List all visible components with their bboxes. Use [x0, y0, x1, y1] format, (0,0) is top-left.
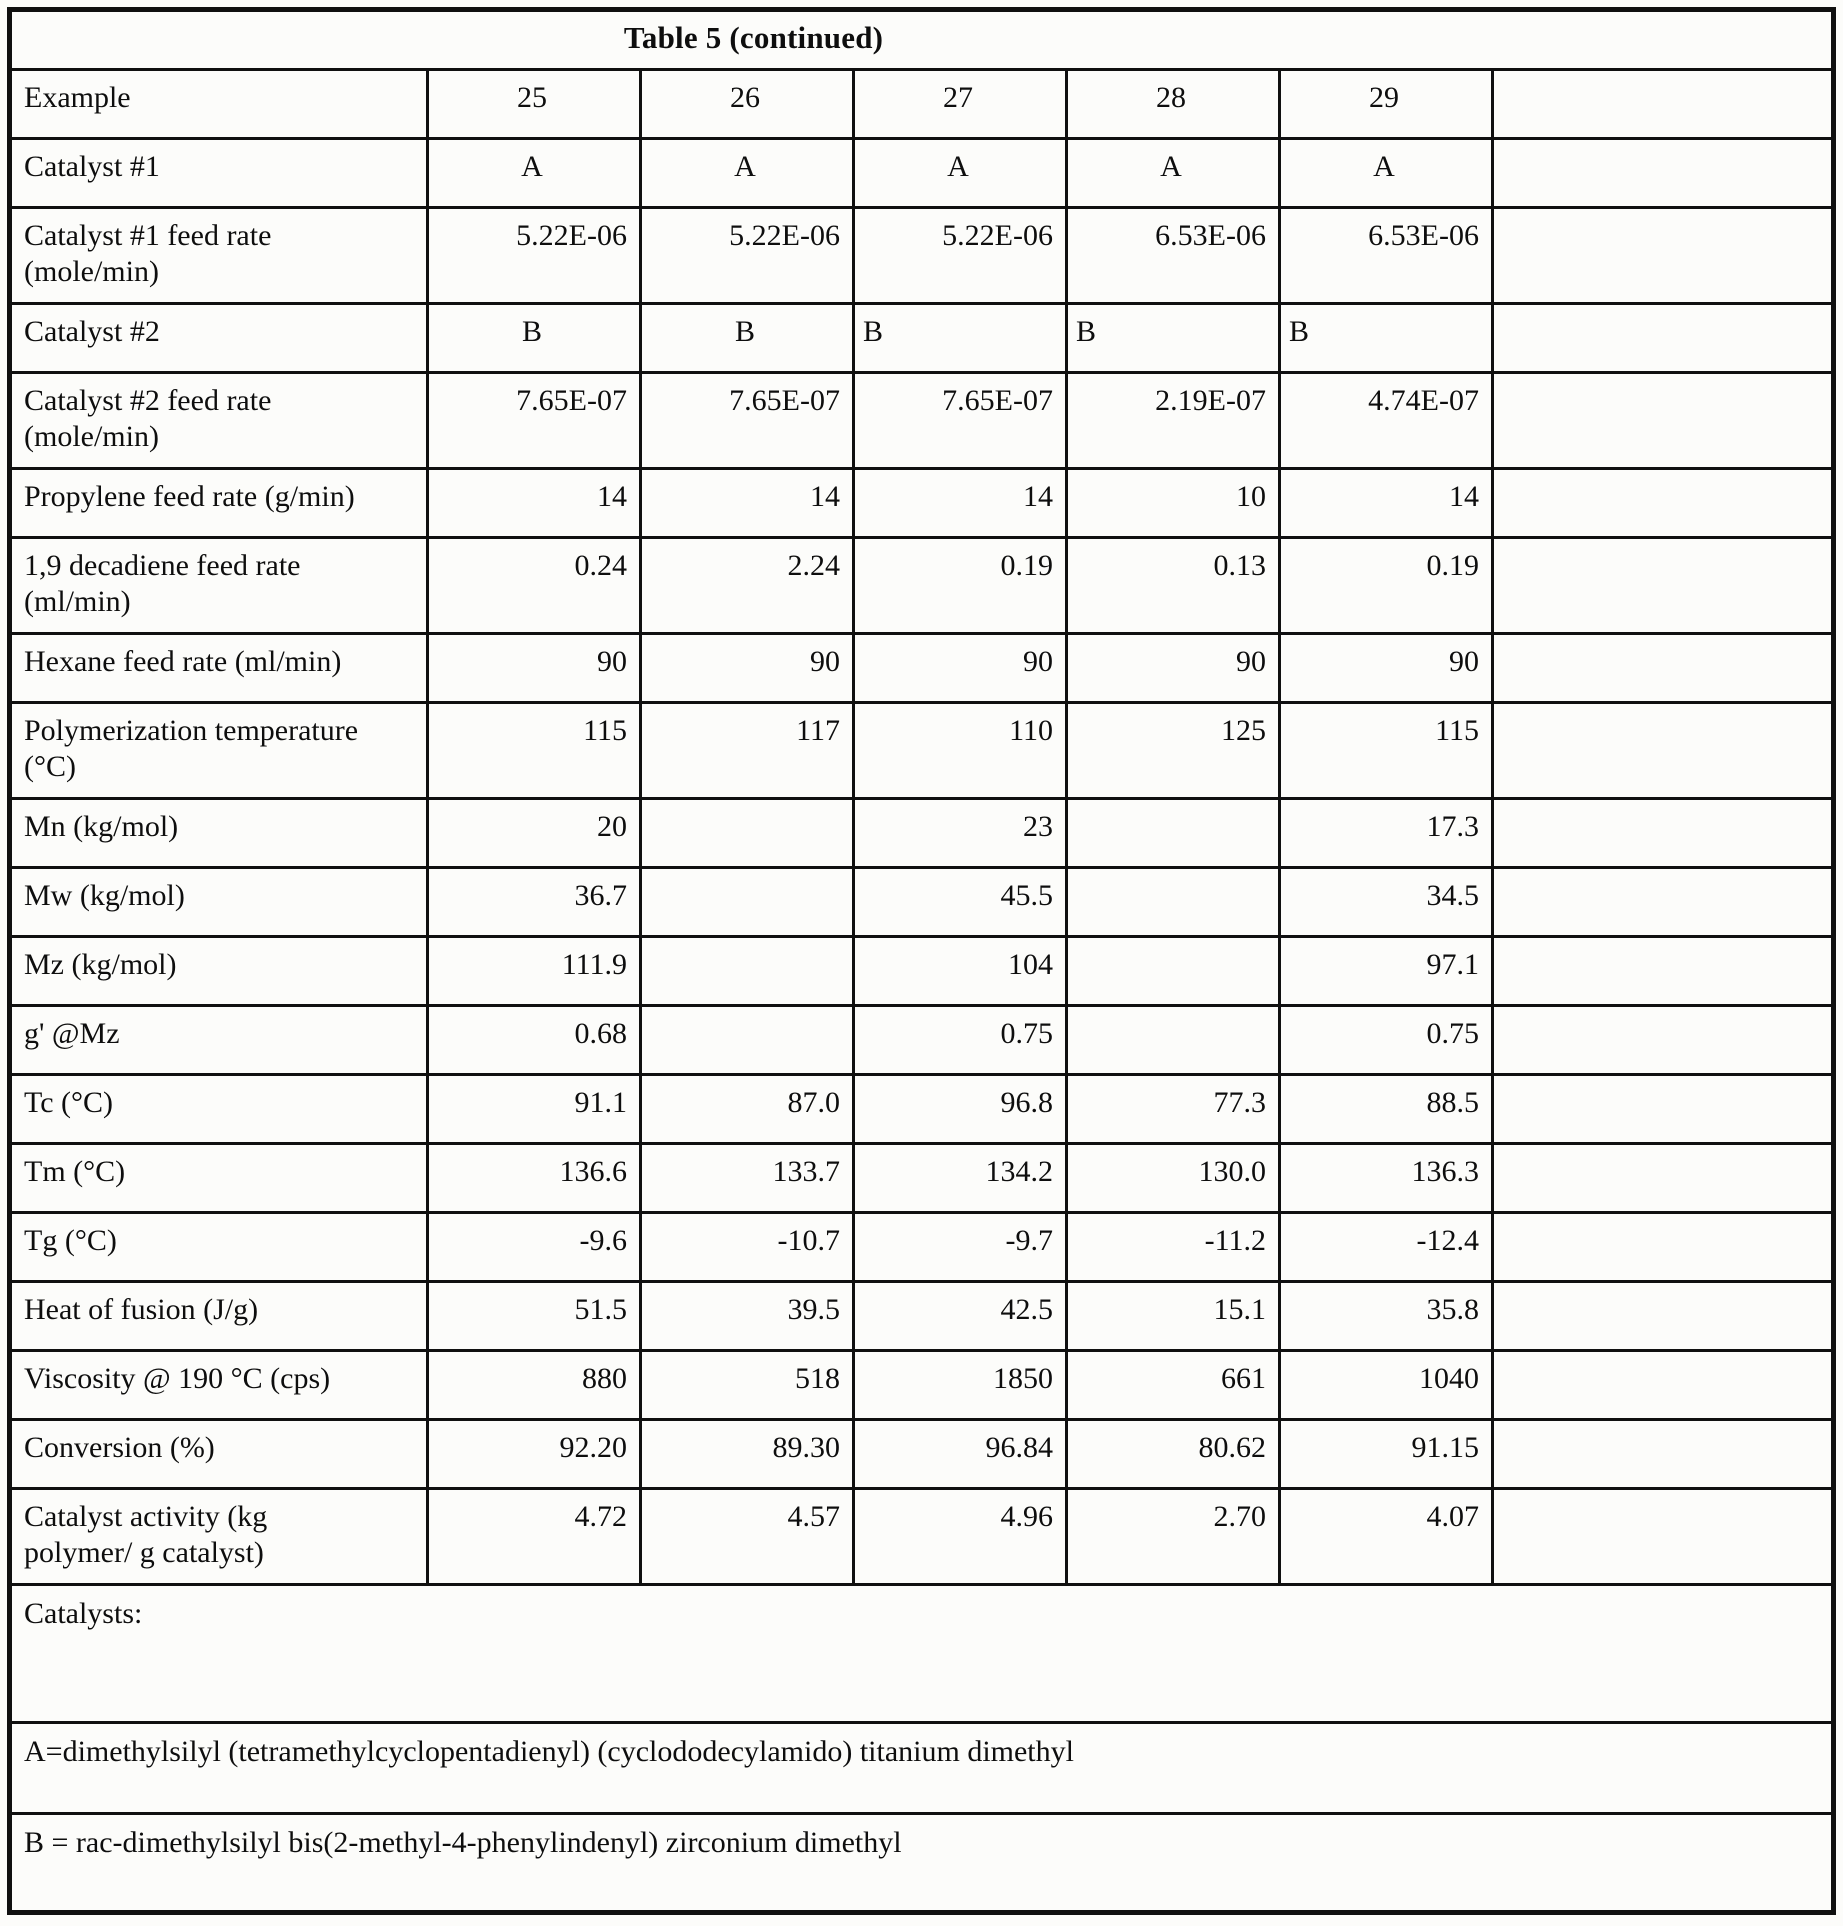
- row-label: Propylene feed rate (g/min): [10, 469, 428, 538]
- value-cell: 91.15: [1280, 1420, 1493, 1489]
- row-label: Mw (kg/mol): [10, 868, 428, 937]
- value-cell: 14: [854, 469, 1067, 538]
- value-cell: 10: [1067, 469, 1280, 538]
- table-row: [10, 1144, 1834, 1213]
- value-cell: 39.5: [641, 1282, 854, 1351]
- row-label: Catalyst #2: [10, 304, 428, 373]
- value-cell: 110: [854, 703, 1067, 799]
- table-row: [10, 373, 1834, 469]
- value-cell: 117: [641, 703, 854, 799]
- spacer-cell: [1493, 1420, 1834, 1489]
- value-cell: 96.84: [854, 1420, 1067, 1489]
- table-row: [10, 1489, 1834, 1585]
- value-cell: 89.30: [641, 1420, 854, 1489]
- value-cell: 0.75: [854, 1006, 1067, 1075]
- table-row: [10, 538, 1834, 634]
- value-cell: [1067, 799, 1280, 868]
- row-label: Polymerization temperature (°C): [10, 703, 428, 799]
- table-row: [10, 139, 1834, 208]
- value-cell: 97.1: [1280, 937, 1493, 1006]
- value-cell: [1067, 868, 1280, 937]
- table-row: [10, 937, 1834, 1006]
- spacer-cell: [1493, 1006, 1834, 1075]
- value-cell: 23: [854, 799, 1067, 868]
- value-cell: 27: [854, 70, 1067, 139]
- table-row: [10, 70, 1834, 139]
- spacer-cell: [1493, 208, 1834, 304]
- value-cell: [641, 937, 854, 1006]
- value-cell: B: [1280, 304, 1493, 373]
- title-row: [10, 10, 1834, 70]
- value-cell: B: [1067, 304, 1280, 373]
- value-cell: 25: [428, 70, 641, 139]
- row-label: Tc (°C): [10, 1075, 428, 1144]
- value-cell: [641, 1006, 854, 1075]
- value-cell: -12.4: [1280, 1213, 1493, 1282]
- value-cell: -10.7: [641, 1213, 854, 1282]
- value-cell: 4.07: [1280, 1489, 1493, 1585]
- value-cell: -9.7: [854, 1213, 1067, 1282]
- value-cell: 4.72: [428, 1489, 641, 1585]
- row-label: Hexane feed rate (ml/min): [10, 634, 428, 703]
- value-cell: 880: [428, 1351, 641, 1420]
- value-cell: 5.22E-06: [428, 208, 641, 304]
- value-cell: 115: [1280, 703, 1493, 799]
- value-cell: 134.2: [854, 1144, 1067, 1213]
- value-cell: B: [641, 304, 854, 373]
- value-cell: B: [428, 304, 641, 373]
- table-row: [10, 799, 1834, 868]
- catalyst-b-definition: B = rac-dimethylsilyl bis(2-methyl-4-phenylindenyl) zirconium dimethyl: [10, 1813, 1834, 1912]
- table-notes-section: [10, 1585, 1834, 1913]
- value-cell: 0.13: [1067, 538, 1280, 634]
- spacer-cell: [1493, 373, 1834, 469]
- row-label: Mn (kg/mol): [10, 799, 428, 868]
- value-cell: [641, 868, 854, 937]
- value-cell: 6.53E-06: [1280, 208, 1493, 304]
- table-row: [10, 1075, 1834, 1144]
- value-cell: 14: [428, 469, 641, 538]
- value-cell: 5.22E-06: [854, 208, 1067, 304]
- value-cell: 4.96: [854, 1489, 1067, 1585]
- value-cell: 90: [428, 634, 641, 703]
- value-cell: 0.24: [428, 538, 641, 634]
- value-cell: 90: [641, 634, 854, 703]
- value-cell: 17.3: [1280, 799, 1493, 868]
- value-cell: 4.57: [641, 1489, 854, 1585]
- value-cell: 2.24: [641, 538, 854, 634]
- value-cell: 1040: [1280, 1351, 1493, 1420]
- value-cell: 0.75: [1280, 1006, 1493, 1075]
- table-header-section: [10, 10, 1834, 70]
- table-title: Table 5 (continued): [623, 20, 884, 55]
- value-cell: 87.0: [641, 1075, 854, 1144]
- value-cell: A: [854, 139, 1067, 208]
- row-label: Catalyst #1 feed rate (mole/min): [10, 208, 428, 304]
- table-body-section: [10, 70, 1834, 1585]
- value-cell: 45.5: [854, 868, 1067, 937]
- row-label: Catalyst activity (kg polymer/ g catalyst): [10, 1489, 428, 1585]
- value-cell: 0.68: [428, 1006, 641, 1075]
- value-cell: 518: [641, 1351, 854, 1420]
- value-cell: 80.62: [1067, 1420, 1280, 1489]
- value-cell: 0.19: [854, 538, 1067, 634]
- value-cell: A: [1280, 139, 1493, 208]
- value-cell: [1067, 1006, 1280, 1075]
- value-cell: 125: [1067, 703, 1280, 799]
- row-label: Mz (kg/mol): [10, 937, 428, 1006]
- spacer-cell: [1493, 139, 1834, 208]
- row-label: Example: [10, 70, 428, 139]
- value-cell: 34.5: [1280, 868, 1493, 937]
- row-label: g' @Mz: [10, 1006, 428, 1075]
- value-cell: -9.6: [428, 1213, 641, 1282]
- spacer-cell: [1493, 703, 1834, 799]
- value-cell: 1850: [854, 1351, 1067, 1420]
- value-cell: 661: [1067, 1351, 1280, 1420]
- value-cell: 0.19: [1280, 538, 1493, 634]
- row-label: Catalyst #2 feed rate (mole/min): [10, 373, 428, 469]
- title-cell: [10, 10, 1834, 70]
- value-cell: 90: [854, 634, 1067, 703]
- value-cell: A: [428, 139, 641, 208]
- value-cell: 2.19E-07: [1067, 373, 1280, 469]
- table-row: [10, 703, 1834, 799]
- value-cell: 4.74E-07: [1280, 373, 1493, 469]
- value-cell: 36.7: [428, 868, 641, 937]
- notes-heading-row: [10, 1585, 1834, 1723]
- value-cell: 111.9: [428, 937, 641, 1006]
- row-label: Tm (°C): [10, 1144, 428, 1213]
- value-cell: -11.2: [1067, 1213, 1280, 1282]
- row-label: Conversion (%): [10, 1420, 428, 1489]
- spacer-cell: [1493, 1075, 1834, 1144]
- catalyst-b-note-row: [10, 1813, 1834, 1912]
- value-cell: 26: [641, 70, 854, 139]
- value-cell: 136.6: [428, 1144, 641, 1213]
- value-cell: 7.65E-07: [641, 373, 854, 469]
- spacer-cell: [1493, 469, 1834, 538]
- value-cell: 90: [1067, 634, 1280, 703]
- value-cell: B: [854, 304, 1067, 373]
- value-cell: 7.65E-07: [854, 373, 1067, 469]
- value-cell: 136.3: [1280, 1144, 1493, 1213]
- value-cell: 14: [641, 469, 854, 538]
- spacer-cell: [1493, 1144, 1834, 1213]
- value-cell: 77.3: [1067, 1075, 1280, 1144]
- value-cell: 5.22E-06: [641, 208, 854, 304]
- row-label: 1,9 decadiene feed rate (ml/min): [10, 538, 428, 634]
- spacer-cell: [1493, 937, 1834, 1006]
- table-row: [10, 1282, 1834, 1351]
- spacer-cell: [1493, 70, 1834, 139]
- spacer-cell: [1493, 1213, 1834, 1282]
- value-cell: 15.1: [1067, 1282, 1280, 1351]
- value-cell: 51.5: [428, 1282, 641, 1351]
- table-row: [10, 1213, 1834, 1282]
- value-cell: 96.8: [854, 1075, 1067, 1144]
- table-row: [10, 1351, 1834, 1420]
- table-row: [10, 304, 1834, 373]
- value-cell: 92.20: [428, 1420, 641, 1489]
- notes-heading: Catalysts:: [10, 1585, 1834, 1723]
- spacer-cell: [1493, 538, 1834, 634]
- value-cell: A: [641, 139, 854, 208]
- table-row: [10, 1420, 1834, 1489]
- value-cell: 104: [854, 937, 1067, 1006]
- value-cell: 7.65E-07: [428, 373, 641, 469]
- spacer-cell: [1493, 1489, 1834, 1585]
- value-cell: 28: [1067, 70, 1280, 139]
- table-5-continued: [7, 7, 1836, 1915]
- value-cell: 14: [1280, 469, 1493, 538]
- row-label: Heat of fusion (J/g): [10, 1282, 428, 1351]
- spacer-cell: [1493, 634, 1834, 703]
- row-label: Catalyst #1: [10, 139, 428, 208]
- spacer-cell: [1493, 1282, 1834, 1351]
- table-row: [10, 868, 1834, 937]
- value-cell: 42.5: [854, 1282, 1067, 1351]
- table-row: [10, 634, 1834, 703]
- value-cell: 133.7: [641, 1144, 854, 1213]
- row-label: Viscosity @ 190 °C (cps): [10, 1351, 428, 1420]
- value-cell: 35.8: [1280, 1282, 1493, 1351]
- value-cell: A: [1067, 139, 1280, 208]
- spacer-cell: [1493, 304, 1834, 373]
- spacer-cell: [1493, 799, 1834, 868]
- value-cell: 29: [1280, 70, 1493, 139]
- value-cell: [641, 799, 854, 868]
- value-cell: 6.53E-06: [1067, 208, 1280, 304]
- catalyst-a-note-row: [10, 1723, 1834, 1814]
- table-row: [10, 1006, 1834, 1075]
- value-cell: 115: [428, 703, 641, 799]
- row-label: Tg (°C): [10, 1213, 428, 1282]
- value-cell: [1067, 937, 1280, 1006]
- table-row: [10, 469, 1834, 538]
- catalyst-a-definition: A=dimethylsilyl (tetramethylcyclopentadienyl) (cyclododecylamido) titanium dimethyl: [10, 1723, 1834, 1814]
- value-cell: 130.0: [1067, 1144, 1280, 1213]
- spacer-cell: [1493, 1351, 1834, 1420]
- table-row: [10, 208, 1834, 304]
- value-cell: 91.1: [428, 1075, 641, 1144]
- value-cell: 20: [428, 799, 641, 868]
- value-cell: 90: [1280, 634, 1493, 703]
- value-cell: 88.5: [1280, 1075, 1493, 1144]
- value-cell: 2.70: [1067, 1489, 1280, 1585]
- spacer-cell: [1493, 868, 1834, 937]
